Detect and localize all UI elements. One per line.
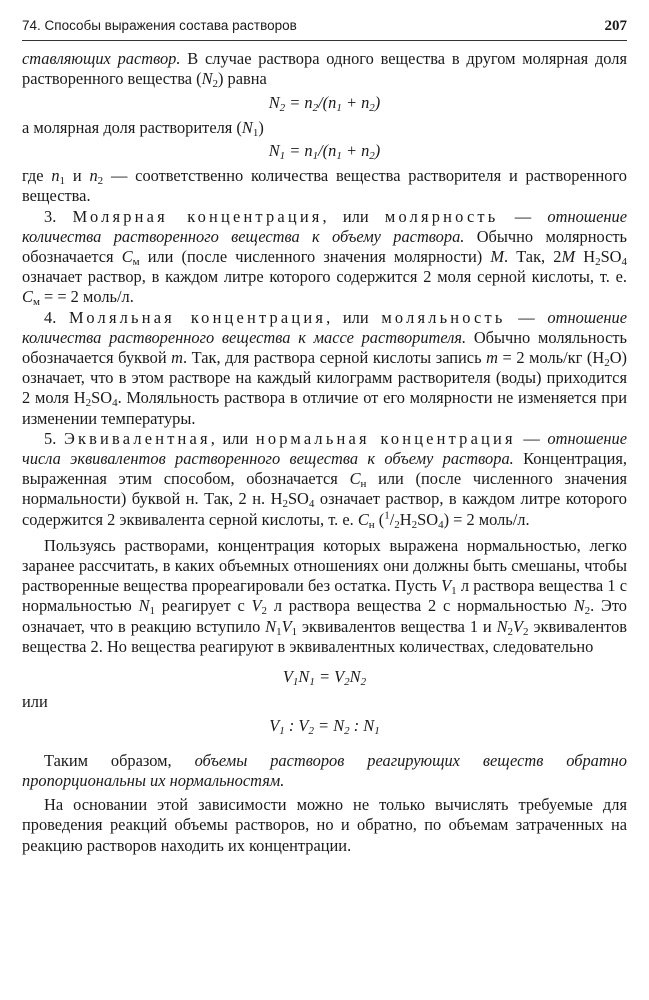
f-part: N	[349, 667, 361, 687]
paragraph-molar-fraction-intro	[22, 49, 627, 89]
subscript: 2	[212, 78, 218, 91]
f-part: =	[314, 667, 335, 687]
var: n	[51, 166, 60, 186]
text: ) равна	[218, 69, 267, 89]
subscript: н	[368, 518, 375, 531]
item-number: 4.	[44, 307, 70, 327]
var: N	[573, 596, 585, 616]
var: V	[513, 616, 524, 636]
subscript: 2	[394, 518, 400, 531]
f-part: = n	[285, 92, 313, 112]
subscript: н	[360, 478, 367, 491]
f-part: )	[374, 92, 381, 112]
subscript: 2	[584, 605, 591, 618]
formula-molar-fraction-solvent	[22, 141, 627, 161]
var: V	[441, 576, 452, 596]
var: N	[241, 117, 253, 137]
text: эквивалентов вещества 1 и	[297, 616, 497, 636]
f-part: N	[298, 667, 310, 687]
f-part: + n	[341, 92, 370, 112]
paragraph-where-definitions	[22, 166, 627, 206]
subscript: 2	[261, 605, 268, 618]
subscript: 2	[85, 397, 92, 410]
var: M	[561, 247, 576, 267]
text: )	[258, 117, 264, 137]
subscript: 2	[97, 175, 104, 188]
item-number: 3.	[44, 206, 73, 226]
text: = = 2 моль/л.	[39, 287, 134, 307]
f-part: N	[268, 141, 280, 161]
text: (	[374, 509, 385, 529]
paragraph-item-4-molality	[22, 308, 627, 429]
text: , или	[210, 428, 256, 448]
text: Обычно моляльность обозначается буквой	[22, 327, 627, 368]
text: или (после численного значения молярности)	[139, 247, 491, 267]
text: SO	[417, 509, 439, 529]
f-sub: 1	[312, 150, 319, 163]
var: n	[89, 166, 98, 186]
subscript: 4	[112, 397, 118, 410]
text: SO	[287, 489, 309, 509]
spaced-term: Эквивалентная	[63, 428, 211, 448]
f-sub: 2	[312, 101, 319, 114]
subscript: 1	[252, 126, 259, 139]
var: M	[490, 247, 504, 267]
text: л раствора вещества 1 с нормальностью	[22, 576, 628, 616]
text: а молярная доля растворителя (	[22, 117, 242, 137]
text: , или	[322, 206, 385, 226]
or-word: или	[22, 692, 48, 712]
text: Обычно молярность обозначается	[22, 226, 627, 267]
f-sub: 1	[292, 676, 299, 689]
f-part: V	[298, 715, 309, 735]
f-part: V	[269, 715, 280, 735]
text: /	[389, 509, 395, 529]
f-part: N	[333, 715, 345, 735]
formula-volume-ratio	[22, 716, 627, 736]
spaced-term: Моляльная концентрация	[69, 307, 327, 327]
formula-equivalence	[22, 667, 627, 687]
f-sub: 1	[279, 150, 286, 163]
text: реагирует с	[155, 596, 252, 616]
superscript: 1	[384, 509, 390, 522]
italic-definition: отношение числа эквивалентов растворенного вещества к объему раствора.	[22, 428, 628, 469]
text: H	[575, 247, 596, 267]
subscript: 2	[411, 518, 418, 531]
subscript: 2	[523, 625, 529, 638]
text: O) означает, что в этом растворе на каждый килограмм растворителя (воды) приходится 2 моля H	[22, 348, 628, 408]
section-title: 74. Способы выражения состава растворов	[22, 18, 297, 33]
f-sub: 2	[308, 724, 314, 737]
f-sub: 1	[336, 150, 342, 163]
f-part: V	[334, 667, 345, 687]
subscript: 1	[59, 175, 66, 188]
var: N	[496, 616, 508, 636]
f-sub: 2	[369, 101, 375, 114]
subscript: 2	[282, 498, 288, 511]
subscript: 1	[291, 625, 298, 638]
subscript: 1	[451, 585, 457, 598]
italic-text: ставляющих раствор.	[22, 49, 181, 69]
f-part: :	[349, 715, 364, 735]
paragraph-item-3-molarity	[22, 207, 627, 308]
text: означает раствор, в каждом литре которого содержится 2 эквивалента серной кислоты, т. е.	[22, 489, 627, 529]
subscript: 2	[595, 256, 601, 269]
subscript: м	[32, 296, 40, 309]
text: и	[65, 166, 90, 186]
spaced-term: нормальная концентрация	[255, 428, 516, 448]
formula-molar-fraction-solute	[22, 93, 627, 113]
text: —	[515, 428, 548, 448]
paragraph-normality-usage	[22, 536, 627, 657]
italic-statement: объемы растворов реагирующих веществ обратно пропорциональны их нормальностям.	[22, 750, 628, 790]
f-part: /(n	[318, 141, 337, 161]
text: означает раствор, в каждом литре которого содержится 2 моля серной кислоты, т. е.	[22, 267, 627, 287]
paragraph-solvent-fraction	[22, 118, 627, 138]
var: C	[22, 287, 33, 307]
subscript: 2	[604, 357, 610, 370]
f-sub: 1	[336, 101, 342, 114]
f-part: :	[284, 715, 299, 735]
spaced-term: Молярная концентрация	[72, 206, 323, 226]
italic-definition: отношение количества растворенного вещества к объему раствора.	[22, 206, 628, 246]
var: N	[201, 69, 213, 89]
paragraph-conclusion	[22, 751, 627, 791]
paragraph-application	[22, 795, 627, 856]
var: C	[349, 469, 361, 489]
text: —	[498, 206, 548, 226]
text: . Моляльность раствора в отличие от его молярности не изменяется при изменении температуры.	[22, 388, 627, 428]
f-sub: 1	[279, 724, 285, 737]
text: , или	[326, 307, 382, 327]
var: N	[138, 596, 150, 616]
text: Пользуясь растворами, концентрация которых выражена нормальностью, легко заранее рассчитать, в каких объемных отношениях они должны быть смешаны, чтобы растворенные вещества прореагировали без остатка. Пусть	[22, 535, 627, 596]
spaced-term: моляльность	[381, 307, 506, 327]
text: эквивалентов вещества 2. Но вещества реагируют в эквивалентных количествах, следовательно	[22, 616, 628, 656]
f-sub: 2	[369, 150, 375, 163]
subscript: 2	[507, 625, 514, 638]
var: m	[171, 348, 184, 368]
subscript: 1	[149, 605, 156, 618]
f-sub: 2	[279, 101, 286, 114]
f-sub: 2	[344, 676, 350, 689]
var: C	[357, 509, 369, 529]
f-part: )	[374, 141, 381, 161]
spacer	[22, 741, 627, 751]
paragraph-item-5-normality	[22, 429, 627, 530]
f-part: N	[363, 715, 375, 735]
page-number: 207	[604, 18, 627, 34]
f-part: V	[282, 667, 293, 687]
var: V	[281, 616, 292, 636]
text: — соответственно количества вещества растворителя и растворенного вещества.	[22, 166, 627, 206]
text: Концентрация, выраженная этим способом, обозначается	[22, 449, 627, 489]
text: где	[22, 166, 52, 186]
italic-definition: отношение количества растворенного вещества к массе растворителя.	[22, 307, 628, 347]
running-header	[22, 16, 627, 41]
f-part: =	[313, 715, 334, 735]
text: ) = 2 моль/л.	[443, 509, 530, 529]
text: SO	[91, 388, 113, 408]
text: —	[505, 307, 548, 327]
subscript: м	[132, 256, 140, 269]
spaced-term: молярность	[384, 206, 499, 226]
item-number: 5.	[44, 428, 64, 448]
text: На основании этой зависимости можно не только вычислять требуемые для проведения реакций объемы растворов, но и обратно, по объемам затраченных на реакцию растворов находить их концентрации.	[22, 795, 627, 855]
subscript: 4	[438, 518, 444, 531]
text: . Это означает, что в реакцию вступило	[22, 596, 627, 636]
text: Таким образом,	[44, 750, 195, 770]
text: H	[399, 509, 412, 529]
f-part: = n	[285, 141, 313, 161]
text: . Так, 2	[503, 247, 562, 267]
f-sub: 1	[374, 724, 380, 737]
text: В случае раствора одного вещества в другом молярная доля растворенного вещества (	[22, 49, 627, 89]
text: = 2 моль/кг (H	[497, 348, 605, 368]
var: V	[251, 596, 262, 616]
text: л раствора вещества 2 с нормальностью	[267, 596, 574, 616]
var: N	[265, 616, 277, 636]
f-part: /(n	[318, 92, 337, 112]
f-part: N	[268, 92, 280, 112]
var: C	[121, 247, 133, 267]
f-sub: 2	[360, 676, 367, 689]
f-part: + n	[341, 141, 370, 161]
subscript: 4	[308, 498, 315, 511]
text: или (после численного значения нормальности) буквой н. Так, 2 н. H	[22, 469, 627, 509]
var: m	[486, 348, 498, 368]
subscript: 1	[276, 625, 282, 638]
f-sub: 1	[309, 676, 315, 689]
text: . Так, для раствора серной кислоты запись	[183, 348, 487, 368]
subscript: 4	[621, 256, 628, 269]
f-sub: 2	[344, 724, 350, 737]
text: SO	[600, 247, 622, 267]
